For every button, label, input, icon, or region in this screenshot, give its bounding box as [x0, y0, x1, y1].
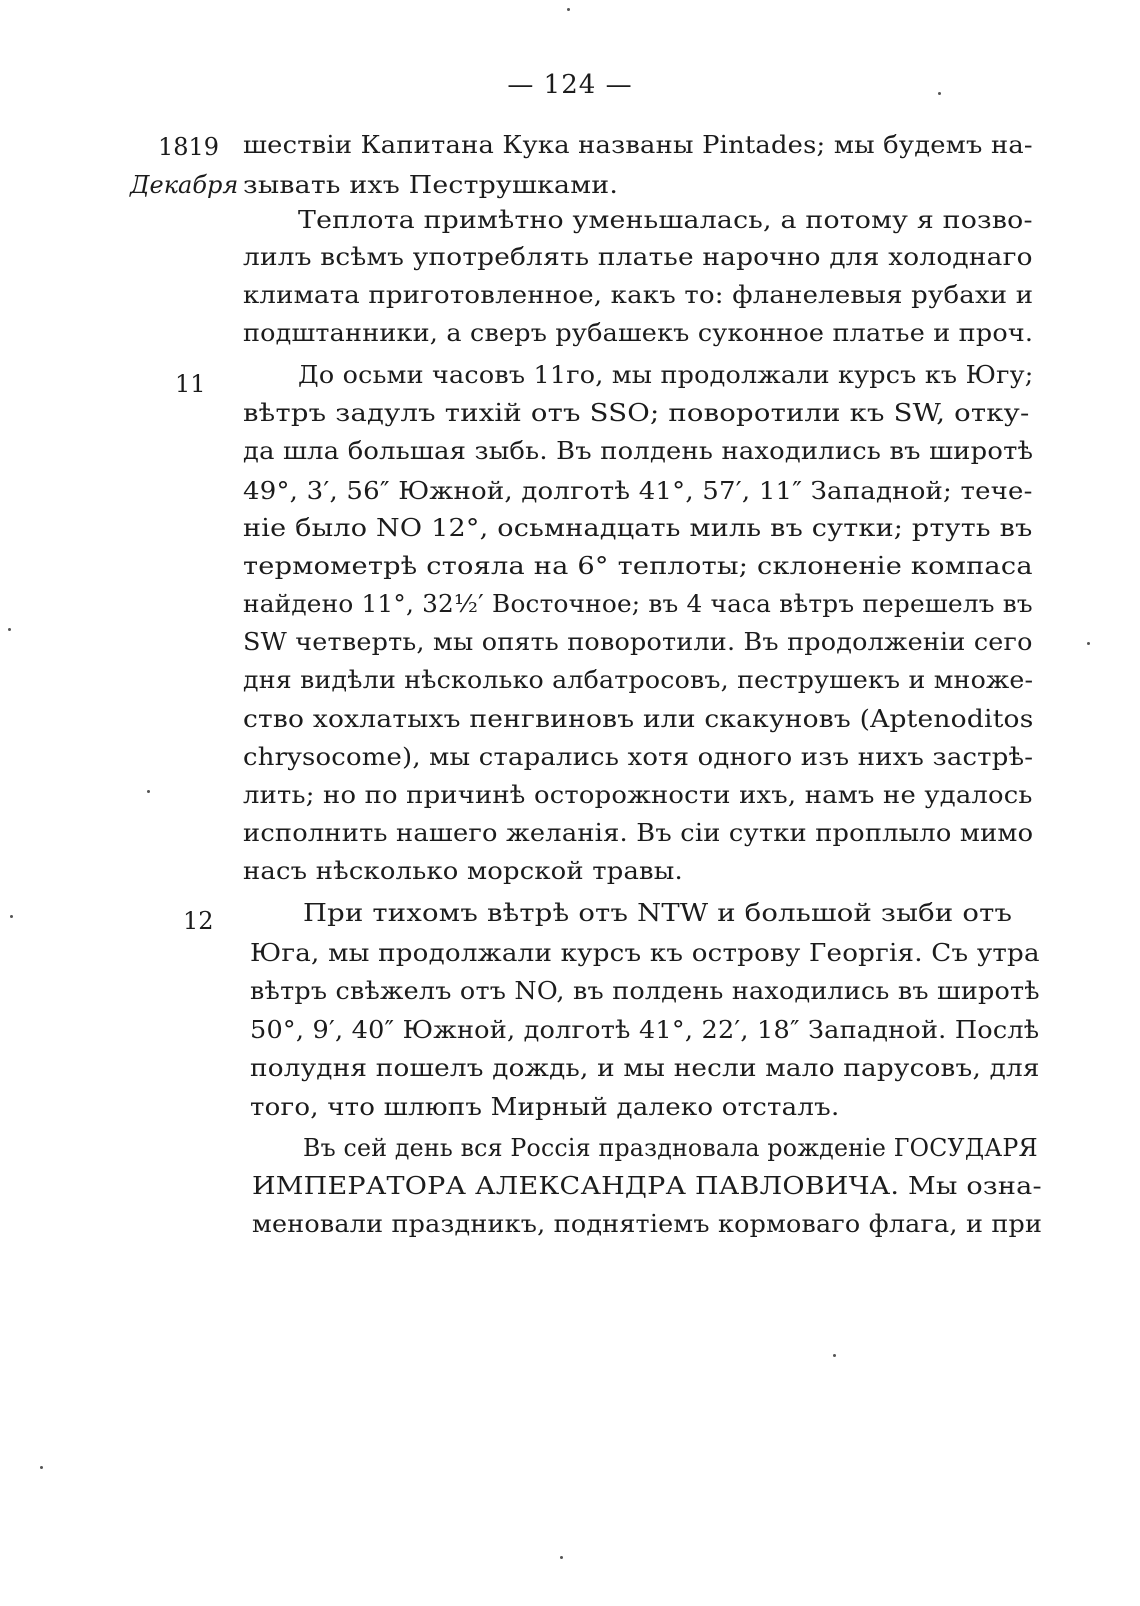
margin-day-12: 12: [183, 907, 214, 935]
text-line: термометрѣ стояла на 6° теплоты; склоненіе компаса: [243, 551, 1033, 580]
text-line: До осьми часовъ 11го, мы продолжали курсъ къ Югу;: [298, 360, 1034, 389]
text-line: полудня пошелъ дождь, и мы несли мало парусовъ, для: [250, 1053, 1040, 1082]
text-line: меновали праздникъ, поднятіемъ кормоваго флага, и при: [252, 1209, 1043, 1238]
scan-speck: [147, 790, 150, 793]
text-line: исполнить нашего желанія. Въ сіи сутки проплыло мимо: [243, 818, 1034, 847]
text-line: найдено 11°, 32½′ Восточное; въ 4 часа вѣтръ перешелъ въ: [243, 589, 1033, 618]
text-line: климата приготовленное, какъ то: фланелевыя рубахи и: [243, 280, 1034, 309]
text-line: зывать ихъ Пеструшками.: [243, 170, 619, 199]
scan-speck: [10, 915, 13, 918]
scan-speck: [560, 1556, 563, 1559]
scan-speck: [8, 628, 11, 631]
page-number: — 124 —: [507, 70, 633, 100]
text-line: 49°, 3′, 56″ Южной, долготѣ 41°, 57′, 11″ Западной; тече-: [243, 476, 1033, 505]
text-line: ство хохлатыхъ пенгвиновъ или скакуновъ (Aptenoditos: [243, 704, 1034, 733]
text-line: chrysocome), мы старались хотя одного изъ нихъ застрѣ-: [243, 742, 1034, 771]
text-line: При тихомъ вѣтрѣ отъ NTW и большой зыби отъ: [303, 898, 1013, 927]
margin-month: Декабря: [130, 171, 239, 199]
text-line: лилъ всѣмъ употреблять платье нарочно для холоднаго: [243, 242, 1033, 271]
scan-speck: [833, 1354, 836, 1357]
text-line: да шла большая зыбь. Въ полдень находились въ широтѣ: [243, 436, 1034, 465]
text-line: вѣтръ свѣжелъ отъ NO, въ полдень находились въ широтѣ: [250, 976, 1040, 1005]
text-line: насъ нѣсколько морской травы.: [243, 856, 683, 885]
scan-speck: [40, 1466, 43, 1469]
text-line: того, что шлюпъ Мирный далеко отсталъ.: [250, 1092, 840, 1121]
text-line: 50°, 9′, 40″ Южной, долготѣ 41°, 22′, 18″ Западной. Послѣ: [250, 1015, 1040, 1044]
scan-speck: [1087, 642, 1090, 645]
text-line: Въ сей день вся Россія праздновала рожденіе ГОСУДАРЯ: [303, 1133, 1038, 1162]
text-line: лить; но по причинѣ осторожности ихъ, намъ не удалось: [243, 780, 1033, 809]
scan-speck: [567, 8, 570, 11]
text-line: ИМПЕРАТОРА АЛЕКСАНДРА ПАВЛОВИЧА. Мы озна-: [252, 1171, 1042, 1200]
scan-speck: [938, 92, 941, 95]
margin-day-11: 11: [175, 370, 206, 398]
text-line: подштанники, а сверъ рубашекъ суконное платье и проч.: [243, 318, 1034, 347]
text-line: шествіи Капитана Кука названы Pintades; мы будемъ на-: [243, 130, 1033, 159]
text-line: Юга, мы продолжали курсъ къ острову Георгія. Съ утра: [250, 938, 1040, 967]
text-line: ніе было NO 12°, осьмнадцать миль въ сутки; ртуть въ: [243, 513, 1033, 542]
text-line: дня видѣли нѣсколько албатросовъ, пеструшекъ и множе-: [243, 665, 1034, 694]
text-line: SW четверть, мы опять поворотили. Въ продолженіи сего: [243, 627, 1033, 656]
margin-year: 1819: [158, 133, 220, 161]
text-line: Теплота примѣтно уменьшалась, а потому я позво-: [298, 205, 1033, 234]
text-line: вѣтръ задулъ тихій отъ SSO; поворотили къ SW, отку-: [243, 398, 1030, 427]
